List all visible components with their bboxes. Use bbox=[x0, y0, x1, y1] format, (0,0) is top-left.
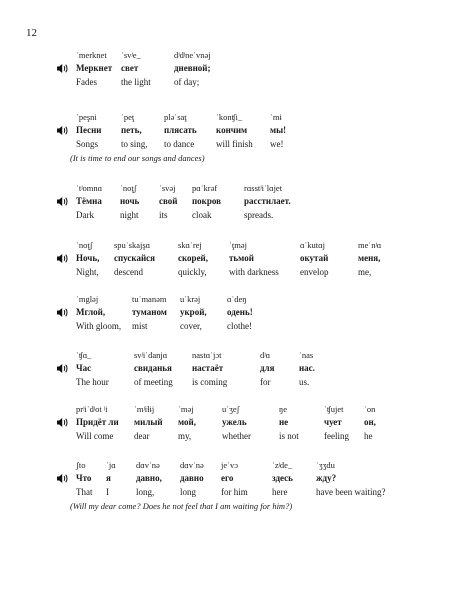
russian-lyric-word: давно, bbox=[136, 473, 162, 483]
english-translation-word: The hour bbox=[76, 377, 109, 387]
russian-lyric-word: ужель bbox=[222, 417, 247, 427]
russian-lyric-word: его bbox=[221, 473, 234, 483]
english-translation-word: with darkness bbox=[229, 267, 279, 277]
english-translation-word: descend bbox=[114, 267, 143, 277]
ipa-transcription-word: ˈmerknet bbox=[76, 50, 107, 60]
english-translation-word: Will come bbox=[76, 431, 114, 441]
ipa-transcription-word: ˈţməj bbox=[229, 240, 247, 250]
english-translation-word: its bbox=[159, 210, 168, 220]
english-translation-word: whether bbox=[222, 431, 251, 441]
english-translation-word: long bbox=[180, 487, 197, 497]
russian-lyric-word: здесь bbox=[272, 473, 293, 483]
russian-lyric bbox=[58, 362, 458, 376]
english-translation bbox=[58, 76, 458, 90]
ipa-transcription-word: ŋe bbox=[279, 404, 287, 414]
english-translation-word: quickly, bbox=[178, 267, 207, 277]
ipa-transcription-word: nastɑˈjɔt bbox=[192, 350, 222, 360]
english-translation-word: dear bbox=[134, 431, 150, 441]
russian-lyric-word: мой, bbox=[178, 417, 196, 427]
speaker-icon[interactable] bbox=[56, 125, 70, 136]
ipa-transcription-word: ˈmɨ bbox=[270, 112, 282, 122]
russian-lyric bbox=[58, 195, 458, 209]
ipa-transcription bbox=[58, 460, 458, 472]
english-translation bbox=[58, 138, 458, 152]
english-translation-word: clothe! bbox=[227, 321, 252, 331]
stanza bbox=[58, 183, 458, 223]
english-translation-word: night bbox=[120, 210, 139, 220]
russian-lyric-word: скорей, bbox=[178, 253, 208, 263]
ipa-transcription-word: ˈmʲiɫɨj bbox=[134, 404, 155, 414]
ipa-transcription-word: svʲiˈdanjɑ bbox=[134, 350, 168, 360]
speaker-icon[interactable] bbox=[56, 253, 70, 264]
translation-note: (Will my dear come? Does he not feel that I am waiting for him?) bbox=[70, 501, 293, 511]
russian-lyric-word: мы! bbox=[270, 125, 287, 135]
russian-lyric-word: Тёмна bbox=[76, 196, 102, 206]
ipa-transcription bbox=[58, 50, 458, 62]
stanza bbox=[58, 112, 458, 165]
stanza bbox=[58, 240, 458, 280]
ipa-transcription-word: meˈnʲɑ bbox=[358, 240, 382, 250]
english-translation-word: to sing, bbox=[121, 139, 148, 149]
russian-lyric-word: окутай bbox=[300, 253, 329, 263]
english-translation-word: cover, bbox=[180, 321, 202, 331]
stanza bbox=[58, 294, 458, 334]
russian-lyric-word: туманом bbox=[132, 307, 167, 317]
ipa-transcription bbox=[58, 240, 458, 252]
english-translation-word: Night, bbox=[76, 267, 99, 277]
english-translation-word: for bbox=[260, 377, 271, 387]
ipa-transcription-word: jeˈvɔ bbox=[221, 460, 238, 470]
russian-lyric-word: одень! bbox=[227, 307, 253, 317]
english-translation bbox=[58, 266, 458, 280]
russian-lyric bbox=[58, 472, 458, 486]
ipa-transcription-word: uˈkrəj bbox=[180, 294, 201, 304]
russian-lyric-word: Что bbox=[76, 473, 92, 483]
english-translation-word: is not bbox=[279, 431, 299, 441]
russian-lyric-word: свиданья bbox=[134, 363, 172, 373]
ipa-transcription bbox=[58, 112, 458, 124]
ipa-transcription-word: ˈʧujet bbox=[324, 404, 344, 414]
speaker-icon[interactable] bbox=[56, 473, 70, 484]
ipa-transcription-word: ˈnoţʃ bbox=[76, 240, 93, 250]
speaker-icon[interactable] bbox=[56, 196, 70, 207]
ipa-transcription-word: ˈmgləj bbox=[76, 294, 99, 304]
english-translation-word: That bbox=[76, 487, 93, 497]
speaker-icon[interactable] bbox=[56, 63, 70, 74]
russian-lyric-word: Песни bbox=[76, 125, 102, 135]
ipa-transcription bbox=[58, 294, 458, 306]
english-translation-word: I bbox=[106, 487, 109, 497]
russian-lyric-word: меня, bbox=[358, 253, 381, 263]
english-translation-word: envelop bbox=[300, 267, 329, 277]
ipa-transcription-word: ɑˈdeŋ bbox=[227, 294, 247, 304]
english-translation-word: us. bbox=[299, 377, 310, 387]
ipa-transcription-word: spuˈskajşɑ bbox=[114, 240, 151, 250]
english-translation-word: here bbox=[272, 487, 288, 497]
russian-lyric-word: Меркнет bbox=[76, 63, 113, 73]
speaker-icon[interactable] bbox=[56, 417, 70, 428]
english-translation-word: mist bbox=[132, 321, 148, 331]
russian-lyric-word: свой bbox=[159, 196, 178, 206]
russian-lyric-word: давно bbox=[180, 473, 204, 483]
russian-lyric-word: спускайся bbox=[114, 253, 155, 263]
russian-lyric-word: я bbox=[106, 473, 111, 483]
english-translation-word: of day; bbox=[174, 77, 200, 87]
english-translation-word: cloak bbox=[192, 210, 212, 220]
english-translation-word: the light bbox=[121, 77, 151, 87]
russian-lyric-word: укрой, bbox=[180, 307, 207, 317]
russian-lyric bbox=[58, 252, 458, 266]
ipa-transcription-word: tuˈmanəm bbox=[132, 294, 167, 304]
english-translation-word: to dance bbox=[164, 139, 195, 149]
ipa-transcription-word: ˈʒʒdu bbox=[316, 460, 335, 470]
english-translation bbox=[58, 430, 458, 444]
stanza bbox=[58, 404, 458, 444]
english-translation bbox=[58, 376, 458, 390]
russian-lyric-word: настаёт bbox=[192, 363, 224, 373]
ipa-transcription-word: ˈpeşni bbox=[76, 112, 97, 122]
russian-lyric-word: Ночь, bbox=[76, 253, 100, 263]
ipa-transcription-word: ˈzʲde_ bbox=[272, 460, 293, 470]
english-translation-word: he bbox=[364, 431, 373, 441]
ipa-transcription-word: ˈon bbox=[364, 404, 376, 414]
russian-lyric-word: плясать bbox=[164, 125, 197, 135]
ipa-transcription-word: ˈkonʧi_ bbox=[216, 112, 243, 122]
page-number: 12 bbox=[26, 27, 37, 39]
english-translation-word: have been waiting? bbox=[316, 487, 386, 497]
english-translation-word: is coming bbox=[192, 377, 228, 387]
english-translation-word: we! bbox=[270, 139, 284, 149]
ipa-transcription-word: pləˈsaţ bbox=[164, 112, 187, 122]
russian-lyric-word: нас. bbox=[299, 363, 315, 373]
english-translation-word: will finish bbox=[216, 139, 253, 149]
ipa-transcription bbox=[58, 404, 458, 416]
ipa-transcription bbox=[58, 350, 458, 362]
english-translation-word: Songs bbox=[76, 139, 99, 149]
ipa-transcription-word: ˈʧɑ_ bbox=[76, 350, 92, 360]
english-translation-word: Dark bbox=[76, 210, 94, 220]
russian-lyric-word: Придёт ли bbox=[76, 417, 119, 427]
russian-lyric-word: петь, bbox=[121, 125, 142, 135]
stanza bbox=[58, 350, 458, 390]
ipa-transcription-word: ˈsvʲe_ bbox=[121, 50, 141, 60]
ipa-transcription-word: dʲɑ bbox=[260, 350, 271, 360]
russian-lyric-word: покров bbox=[192, 196, 222, 206]
ipa-transcription-word: ˈtʲomnɑ bbox=[76, 183, 103, 193]
ipa-transcription-word: skɑˈrej bbox=[178, 240, 202, 250]
russian-lyric-word: Час bbox=[76, 363, 92, 373]
russian-lyric-word: жду? bbox=[316, 473, 337, 483]
english-translation-word: of meeting bbox=[134, 377, 173, 387]
russian-lyric-word: ночь bbox=[120, 196, 140, 206]
ipa-transcription bbox=[58, 183, 458, 195]
russian-lyric bbox=[58, 306, 458, 320]
ipa-transcription-word: prʲiˈdʲot ʲi bbox=[76, 404, 108, 414]
ipa-transcription-word: dɑvˈnə bbox=[136, 460, 160, 470]
russian-lyric-word: милый bbox=[134, 417, 163, 427]
russian-lyric-word: свет bbox=[121, 63, 139, 73]
english-translation-word: Fades bbox=[76, 77, 97, 87]
russian-lyric-word: дневной; bbox=[174, 63, 211, 73]
ipa-transcription-word: uˈʒeʃ bbox=[222, 404, 240, 414]
ipa-transcription-word: ɑˈkutɑj bbox=[300, 240, 325, 250]
stanza bbox=[58, 460, 458, 513]
english-translation-word: feeling bbox=[324, 431, 349, 441]
ipa-transcription-word: dɑvˈnə bbox=[180, 460, 204, 470]
ipa-transcription-word: rɑsstʲiˈlɑjet bbox=[244, 183, 283, 193]
english-translation-word: With gloom, bbox=[76, 321, 122, 331]
russian-lyric bbox=[58, 124, 458, 138]
ipa-transcription-word: ˈsvəj bbox=[159, 183, 176, 193]
english-translation bbox=[58, 320, 458, 334]
english-translation-word: long, bbox=[136, 487, 155, 497]
ipa-transcription-word: pɑˈkrəf bbox=[192, 183, 218, 193]
russian-lyric-word: не bbox=[279, 417, 289, 427]
speaker-icon[interactable] bbox=[56, 307, 70, 318]
russian-lyric-word: чует bbox=[324, 417, 342, 427]
russian-lyric-word: кончим bbox=[216, 125, 248, 135]
ipa-transcription-word: ˈpeţ bbox=[121, 112, 135, 122]
english-translation bbox=[58, 209, 458, 223]
ipa-transcription-word: ˈməj bbox=[178, 404, 194, 414]
speaker-icon[interactable] bbox=[56, 363, 70, 374]
ipa-transcription-word: ˈnoţʃ bbox=[120, 183, 137, 193]
english-translation-word: spreads. bbox=[244, 210, 274, 220]
ipa-transcription-word: ˈnas bbox=[299, 350, 314, 360]
russian-lyric bbox=[58, 416, 458, 430]
english-translation-word: me, bbox=[358, 267, 372, 277]
ipa-transcription-word: ʃto bbox=[76, 460, 86, 470]
english-translation bbox=[58, 486, 458, 500]
russian-lyric bbox=[58, 62, 458, 76]
russian-lyric-word: расстилает. bbox=[244, 196, 291, 206]
russian-lyric-word: для bbox=[260, 363, 275, 373]
ipa-transcription-word: ˈjɑ bbox=[106, 460, 116, 470]
english-translation-word: for him bbox=[221, 487, 248, 497]
russian-lyric-word: Мглой, bbox=[76, 307, 106, 317]
stanza bbox=[58, 50, 458, 90]
russian-lyric-word: тьмой bbox=[229, 253, 254, 263]
translation-note: (It is time to end our songs and dances) bbox=[70, 153, 205, 163]
ipa-transcription-word: dʲdʲneˈvnəj bbox=[174, 50, 211, 60]
russian-lyric-word: он, bbox=[364, 417, 376, 427]
english-translation-word: my, bbox=[178, 431, 192, 441]
